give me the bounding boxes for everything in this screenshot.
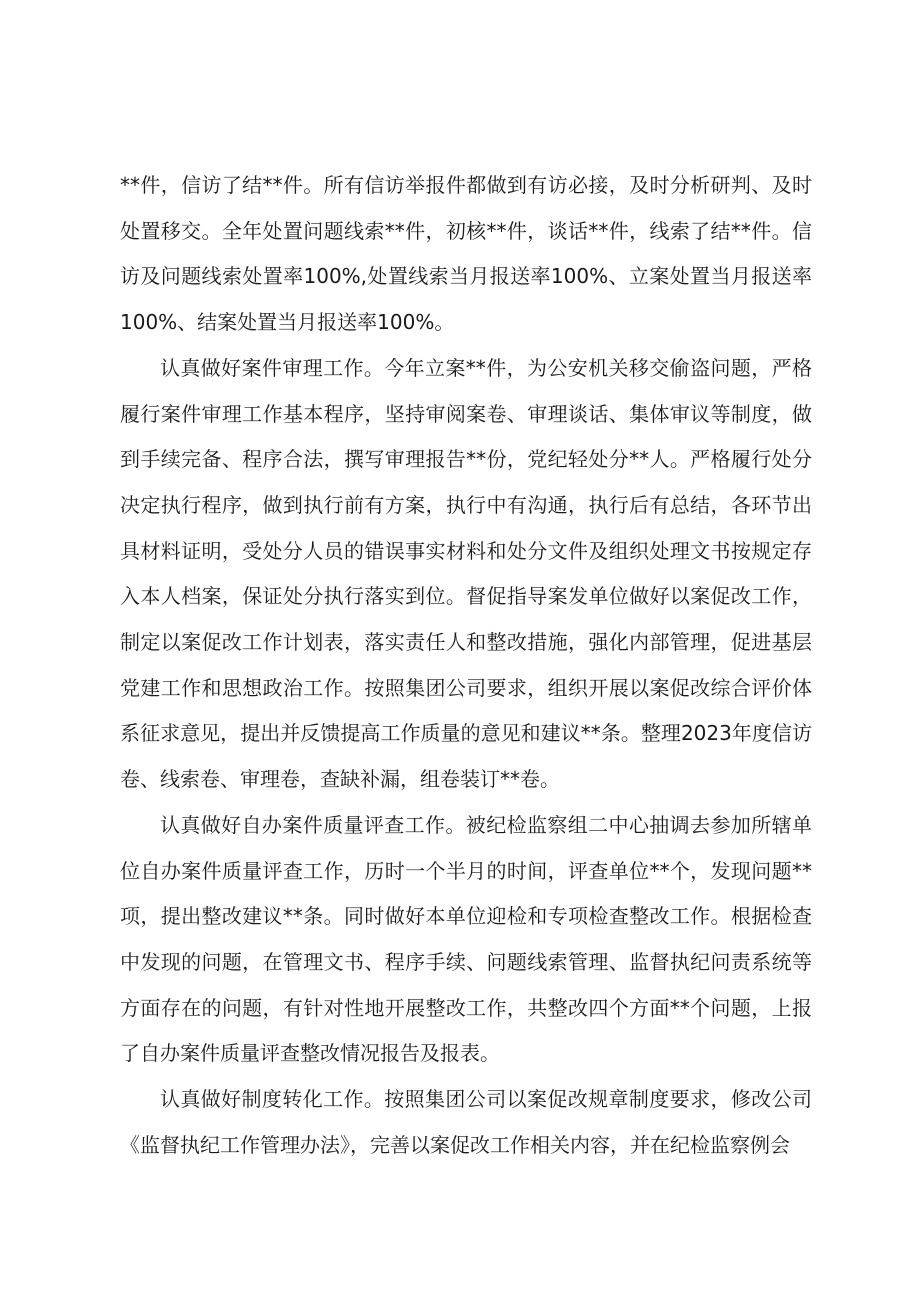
document-body <box>120 163 812 1168</box>
paragraph-case-review: 认真做好案件审理工作。今年立案**件，为公安机关移交偷盗问题，严格履行案件审理工作基本程序，坚持审阅案卷、审理谈话、集体审议等制度，做到手续完备、程序合法，撰写审理报告**份，党纪轻处分**人。严格履行处分决定执行程序，做到执行前有方案，执行中有沟通，执行后有总结，各环节出具材料证明，受处分人员的错误事实材料和处分文件及组织处理文书按规定存入本人档案，保证处分执行落实到位。督促指导案发单位做好以案促改工作，制定以案促改工作计划表，落实责任人和整改措施，强化内部管理，促进基层党建工作和思想政治工作。按照集团公司要求，组织开展以案促改综合评价体系征求意见，提出并反馈提高工作质量的意见和建议**条。整理2023年度信访卷、线索卷、审理卷，查缺补漏，组卷装订**卷。 <box>120 355 812 792</box>
paragraph-system-conversion: 认真做好制度转化工作。按照集团公司以案促改规章制度要求，修改公司《监督执纪工作管理办法》，完善以案促改工作相关内容，并在纪检监察例会 <box>120 1087 812 1157</box>
paragraph-case-quality-evaluation: 认真做好自办案件质量评查工作。被纪检监察组二中心抽调去参加所辖单位自办案件质量评查工作，历时一个半月的时间，评查单位**个，发现问题**项，提出整改建议**条。同时做好本单位迎检和专项检查整改工作。根据检查中发现的问题，在管理文书、程序手续、问题线索管理、监督执纪问责系统等方面存在的问题，有针对性地开展整改工作，共整改四个方面**个问题，上报了自办案件质量评查整改情况报告及报表。 <box>120 812 812 1066</box>
paragraph-letters-handling: **件，信访了结**件。所有信访举报件都做到有访必接，及时分析研判、及时处置移交。全年处置问题线索**件，初核**件，谈话**件，线索了结**件。信访及问题线索处置率100%,处置线索当月报送率100%、立案处置当月报送率100%、结案处置当月报送率100%。 <box>120 173 812 335</box>
